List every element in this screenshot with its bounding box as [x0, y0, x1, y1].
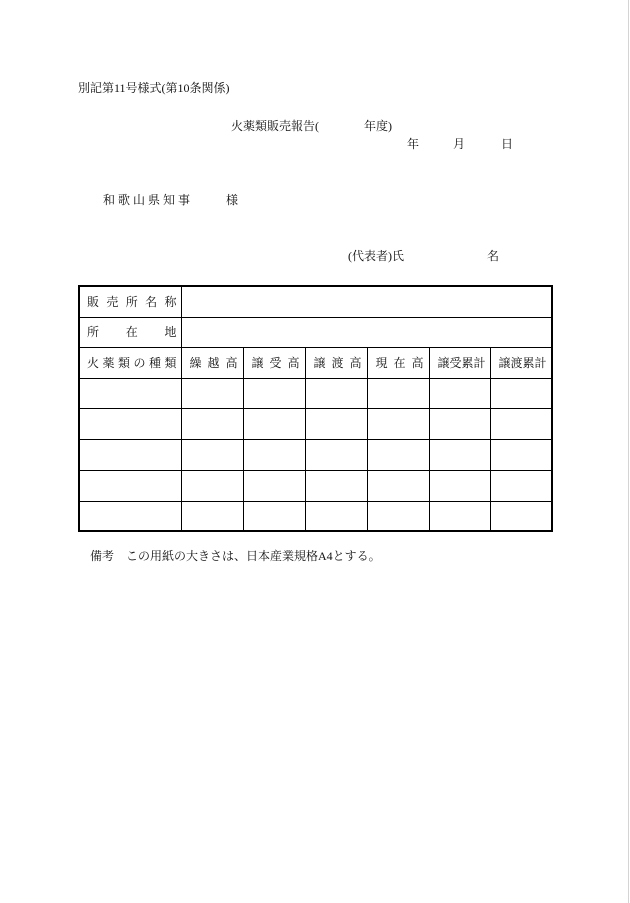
table-row	[79, 378, 552, 408]
column-header-carried-over: 繰 越 高	[181, 347, 243, 378]
table-cell	[490, 501, 552, 531]
table-cell	[181, 439, 243, 470]
table-cell	[429, 408, 490, 439]
table-cell	[79, 378, 181, 408]
table-cell	[490, 408, 552, 439]
column-header-explosive-type: 火 薬 類 の 種 類	[79, 347, 181, 378]
date-month: 月	[453, 137, 466, 151]
shop-name-label: 販 売 所 名 称	[79, 286, 181, 317]
location-row	[79, 317, 552, 347]
table-cell	[305, 408, 367, 439]
date-year: 年	[407, 137, 420, 151]
table-cell	[367, 439, 429, 470]
table-cell	[243, 378, 305, 408]
report-title-prefix: 火薬類販売報告(	[231, 119, 319, 133]
table-cell	[243, 439, 305, 470]
table-row	[79, 501, 552, 531]
table-cell	[367, 470, 429, 501]
table-cell	[367, 501, 429, 531]
table-row	[79, 470, 552, 501]
sales-report-table	[78, 285, 553, 532]
table-cell	[305, 501, 367, 531]
shop-name-row	[79, 286, 552, 317]
table-cell	[79, 470, 181, 501]
date-day: 日	[501, 137, 514, 151]
column-header-received-total: 譲受累計	[429, 347, 490, 378]
location-field	[181, 317, 552, 347]
shop-name-field	[181, 286, 552, 317]
table-cell	[181, 501, 243, 531]
table-cell	[79, 501, 181, 531]
addressee-honorific: 様	[226, 193, 239, 207]
table-cell	[429, 439, 490, 470]
note: 備考 この用紙の大きさは、日本産業規格A4とする。	[90, 549, 381, 563]
table-cell	[181, 378, 243, 408]
table-row	[79, 439, 552, 470]
column-header-transferred-total: 譲渡累計	[490, 347, 552, 378]
location-label: 所 在 地	[79, 317, 181, 347]
table-cell	[243, 470, 305, 501]
column-header-received: 譲 受 高	[243, 347, 305, 378]
table-cell	[305, 470, 367, 501]
table-cell	[429, 470, 490, 501]
column-header-transferred: 譲 渡 高	[305, 347, 367, 378]
table-cell	[181, 470, 243, 501]
table-cell	[490, 378, 552, 408]
table-cell	[243, 501, 305, 531]
table-cell	[429, 501, 490, 531]
report-title-suffix: 年度)	[364, 119, 392, 133]
table-cell	[305, 439, 367, 470]
table-cell	[490, 470, 552, 501]
applicant-name-suffix: 名	[487, 249, 500, 263]
table-cell	[79, 408, 181, 439]
table-cell	[367, 408, 429, 439]
table-header-row	[79, 347, 552, 378]
table-row	[79, 408, 552, 439]
table-cell	[429, 378, 490, 408]
page-edge	[628, 0, 629, 903]
table-cell	[243, 408, 305, 439]
addressee-name: 和 歌 山 県 知 事	[103, 193, 191, 207]
table-cell	[79, 439, 181, 470]
table-cell	[181, 408, 243, 439]
table-cell	[305, 378, 367, 408]
table-cell	[367, 378, 429, 408]
applicant-label: (代表者)氏	[348, 249, 404, 263]
table-cell	[490, 439, 552, 470]
column-header-current: 現 在 高	[367, 347, 429, 378]
form-id: 別記第11号様式(第10条関係)	[78, 81, 230, 95]
